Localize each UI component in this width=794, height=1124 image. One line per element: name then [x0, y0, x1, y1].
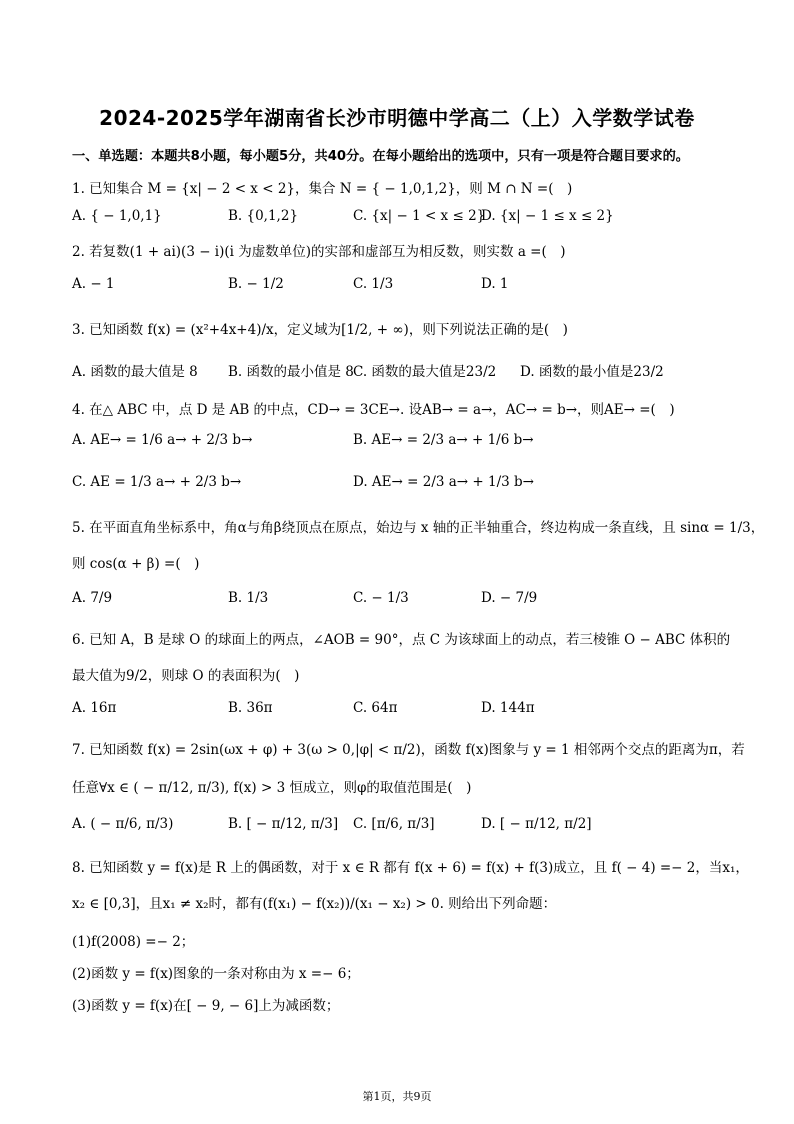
question-5-stem-line-2: 则 cos(α + β) =( ) [72, 556, 200, 572]
q1-option-d: D. {x| − 1 ≤ x ≤ 2} [481, 208, 614, 224]
q6-option-d: D. 144π [481, 700, 535, 716]
question-8-proposition-2: (2)函数 y = f(x)图象的一条对称由为 x =− 6； [72, 966, 360, 982]
question-7-stem-line-1: 7. 已知函数 f(x) = 2sin(ωx + φ) + 3(ω > 0,|φ| < π/2)，函数 f(x)图象与 y = 1 相邻两个交点的距离为π，若 [72, 742, 745, 758]
question-8-proposition-3: (3)函数 y = f(x)在[ − 9, − 6]上为减函数； [72, 998, 340, 1014]
q6-option-c: C. 64π [353, 700, 398, 716]
q1-option-b: B. {0,1,2} [228, 208, 299, 224]
q7-option-c: C. [π/6, π/3] [353, 816, 435, 832]
question-1-stem: 1. 已知集合 M = {x| − 2 < x < 2}，集合 N = { − 1,0,1,2}，则 M ∩ N =( ) [72, 181, 573, 197]
question-4-stem: 4. 在△ ABC 中，点 D 是 AB 的中点，CD→ = 3CE→. 设AB→ = a→，AC→ = b→，则AE→ =( ) [72, 402, 675, 418]
q6-option-b: B. 36π [228, 700, 273, 716]
q6-option-a: A. 16π [72, 700, 117, 716]
q4-option-b: B. AE→ = 2/3 a→ + 1/6 b→ [353, 432, 534, 448]
question-6-stem-line-1: 6. 已知 A，B 是球 O 的球面上的两点，∠AOB = 90°，点 C 为该球面上的动点，若三棱锥 O − ABC 体积的 [72, 632, 731, 648]
q4-option-c: C. AE = 1/3 a→ + 2/3 b→ [72, 474, 242, 490]
q1-option-c: C. {x| − 1 < x ≤ 2} [353, 208, 486, 224]
section-heading: 一、单选题：本题共8小题，每小题5分，共40分。在每小题给出的选项中，只有一项是符合题目要求的。 [72, 149, 689, 164]
q1-option-a: A. { − 1,0,1} [72, 208, 162, 224]
q2-option-d: D. 1 [481, 276, 509, 292]
page-footer: 第1页，共9页 [362, 1090, 432, 1103]
question-3-stem: 3. 已知函数 f(x) = (x²+4x+4)/x，定义域为[1/2, + ∞)，则下列说法正确的是( ) [72, 322, 568, 338]
q5-option-a: A. 7/9 [72, 590, 113, 606]
question-2-stem: 2. 若复数(1 + ai)(3 − i)(i 为虚数单位)的实部和虚部互为相反数，则实数 a =( ) [72, 244, 566, 260]
q3-option-b: B. 函数的最小值是 8 [228, 364, 354, 380]
q4-option-a: A. AE→ = 1/6 a→ + 2/3 b→ [72, 432, 253, 448]
question-7-stem-line-2: 任意∀x ∈ ( − π/12, π/3), f(x) > 3 恒成立，则φ的取值范围是( ) [72, 780, 472, 796]
q3-option-c: C. 函数的最大值是23/2 [353, 364, 497, 380]
question-8-stem-line-1: 8. 已知函数 y = f(x)是 R 上的偶函数，对于 x ∈ R 都有 f(x + 6) = f(x) + f(3)成立，且 f( − 4) =− 2，当x₁， [72, 860, 749, 876]
question-5-stem-line-1: 5. 在平面直角坐标系中，角α与角β绕顶点在原点，始边与 x 轴的正半轴重合，终边构成一条直线，且 sinα = 1/3， [72, 520, 765, 536]
q2-option-a: A. − 1 [72, 276, 115, 292]
q7-option-d: D. [ − π/12, π/2] [481, 816, 592, 832]
exam-title: 2024-2025学年湖南省长沙市明德中学高二（上）入学数学试卷 [99, 106, 695, 130]
q4-option-d: D. AE→ = 2/3 a→ + 1/3 b→ [353, 474, 534, 490]
q7-option-a: A. ( − π/6, π/3) [72, 816, 174, 832]
question-6-stem-line-2: 最大值为9/2，则球 O 的表面积为( ) [72, 668, 300, 684]
question-8-stem-line-2: x₂ ∈ [0,3]，且x₁ ≠ x₂时，都有(f(x₁) − f(x₂))/(x₁ − x₂) > 0. 则给出下列命题： [72, 896, 557, 912]
q3-option-a: A. 函数的最大值是 8 [72, 364, 198, 380]
q5-option-b: B. 1/3 [228, 590, 269, 606]
q2-option-b: B. − 1/2 [228, 276, 284, 292]
q7-option-b: B. [ − π/12, π/3] [228, 816, 339, 832]
question-8-proposition-1: (1)f(2008) =− 2； [72, 934, 195, 950]
q3-option-d: D. 函数的最小值是23/2 [520, 364, 664, 380]
q5-option-d: D. − 7/9 [481, 590, 538, 606]
q2-option-c: C. 1/3 [353, 276, 394, 292]
q5-option-c: C. − 1/3 [353, 590, 409, 606]
